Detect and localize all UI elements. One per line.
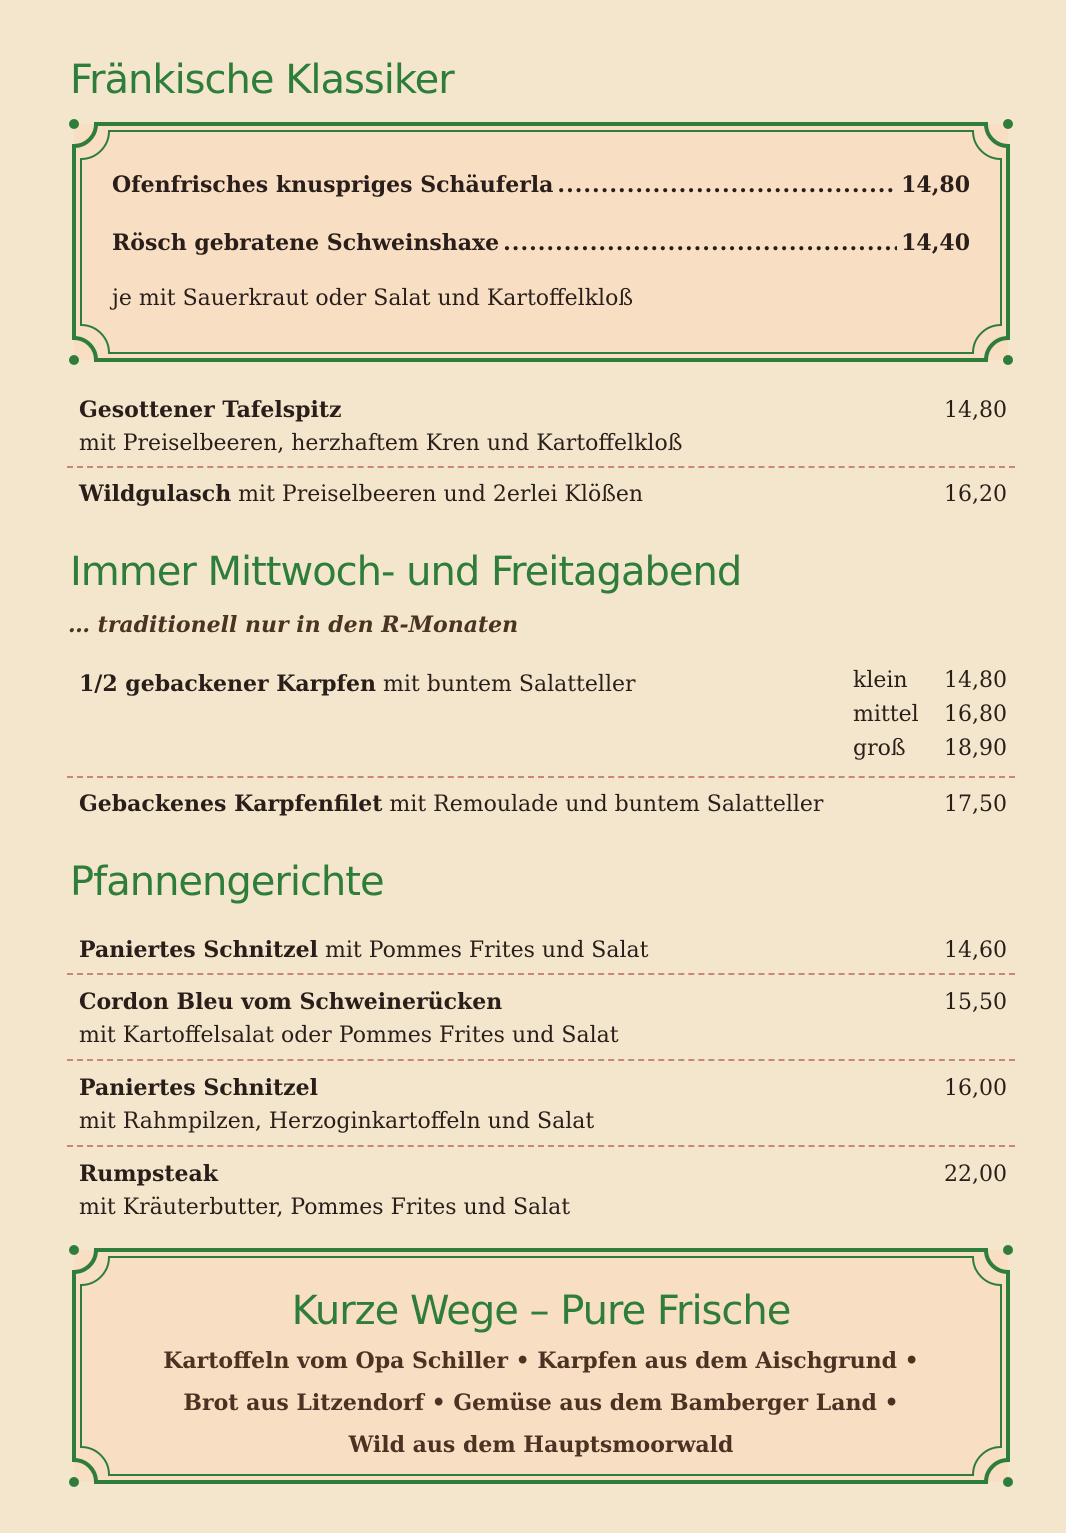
item-price: 17,50 [944, 792, 1007, 817]
menu-item-tafelspitz [79, 394, 1007, 460]
size-price-klein: 14,80 [944, 668, 1007, 693]
corner-dot [69, 355, 79, 365]
corner-dot [69, 119, 79, 129]
section-subtitle: … traditionell nur in den R-Monaten [68, 612, 519, 638]
item-price: 14,80 [944, 398, 1007, 423]
item-price: 16,00 [944, 1076, 1007, 1101]
menu-item-rumpsteak [79, 1158, 1007, 1224]
item-name: Ofenfrisches knuspriges Schäuferla [112, 172, 554, 198]
item-description: mit Preiselbeeren, herzhaftem Kren und Kartoffelkloß [79, 431, 683, 456]
section-title-fraenkische-klassiker: Fränkische Klassiker [70, 57, 454, 103]
dot-leader [557, 172, 897, 198]
item-price: 14,60 [944, 938, 1007, 963]
menu-item-schweinshaxe [112, 230, 970, 256]
box-note: je mit Sauerkraut oder Salat und Kartoffelkloß [112, 286, 634, 311]
footer-box [74, 1250, 1008, 1482]
item-name: Paniertes Schnitzel [79, 1075, 318, 1101]
item-price: 15,50 [944, 990, 1007, 1015]
item-description: mit Rahmpilzen, Herzoginkartoffeln und Salat [79, 1109, 595, 1134]
item-description: mit Preiselbeeren und 2erlei Klößen [231, 482, 644, 507]
size-price-gross: 18,90 [944, 736, 1007, 761]
separator [67, 466, 1015, 468]
size-price-mittel: 16,80 [944, 702, 1007, 727]
size-label-klein: klein [853, 668, 908, 693]
dot-leader [503, 230, 897, 256]
item-description: mit Kartoffelsalat oder Pommes Frites und Salat [79, 1023, 619, 1048]
menu-item-schnitzel-rahm [79, 1072, 1007, 1138]
section-title-pfannengerichte: Pfannengerichte [70, 859, 384, 905]
menu-item-schaeuferla [112, 172, 970, 198]
separator [67, 973, 1015, 975]
menu-item-schnitzel [79, 934, 1007, 967]
footer-line-2: Brot aus Litzendorf • Gemüse aus dem Bamberger Land • [183, 1390, 899, 1416]
separator [67, 1145, 1015, 1147]
menu-item-cordon-bleu [79, 986, 1007, 1052]
item-description: mit Pommes Frites und Salat [318, 938, 649, 963]
item-name: Gesottener Tafelspitz [79, 397, 342, 423]
item-price: 16,20 [944, 482, 1007, 507]
item-price: 14,80 [901, 172, 970, 198]
item-name: Cordon Bleu vom Schweinerücken [79, 989, 503, 1015]
footer-title: Kurze Wege – Pure Frische [291, 1288, 791, 1334]
item-description: mit Remoulade und buntem Salatteller [382, 792, 824, 817]
item-description: mit buntem Salatteller [376, 672, 636, 697]
item-name: Wildgulasch [79, 481, 232, 507]
corner-dot [1003, 119, 1013, 129]
item-name: Gebackenes Karpfenfilet [79, 791, 383, 817]
separator [67, 1059, 1015, 1061]
item-price: 22,00 [944, 1162, 1007, 1187]
item-name: Rumpsteak [79, 1161, 218, 1187]
footer-line-1: Kartoffeln vom Opa Schiller • Karpfen aus dem Aischgrund • [163, 1348, 919, 1374]
corner-dot [1003, 355, 1013, 365]
item-name: Rösch gebratene Schweinshaxe [112, 230, 500, 256]
item-name: 1/2 gebackener Karpfen [79, 671, 377, 697]
menu-item-wildgulasch [79, 478, 1007, 511]
item-description: mit Kräuterbutter, Pommes Frites und Salat [79, 1195, 571, 1220]
footer-line-3: Wild aus dem Hauptsmoorwald [348, 1432, 734, 1458]
size-label-mittel: mittel [853, 702, 919, 727]
separator [67, 776, 1015, 778]
menu-item-karpfenfilet [79, 788, 1007, 821]
size-label-gross: groß [853, 736, 906, 761]
section-title-mittwoch-freitag: Immer Mittwoch- und Freitagabend [70, 549, 742, 595]
item-price: 14,40 [901, 230, 970, 256]
item-name: Paniertes Schnitzel [79, 937, 318, 963]
